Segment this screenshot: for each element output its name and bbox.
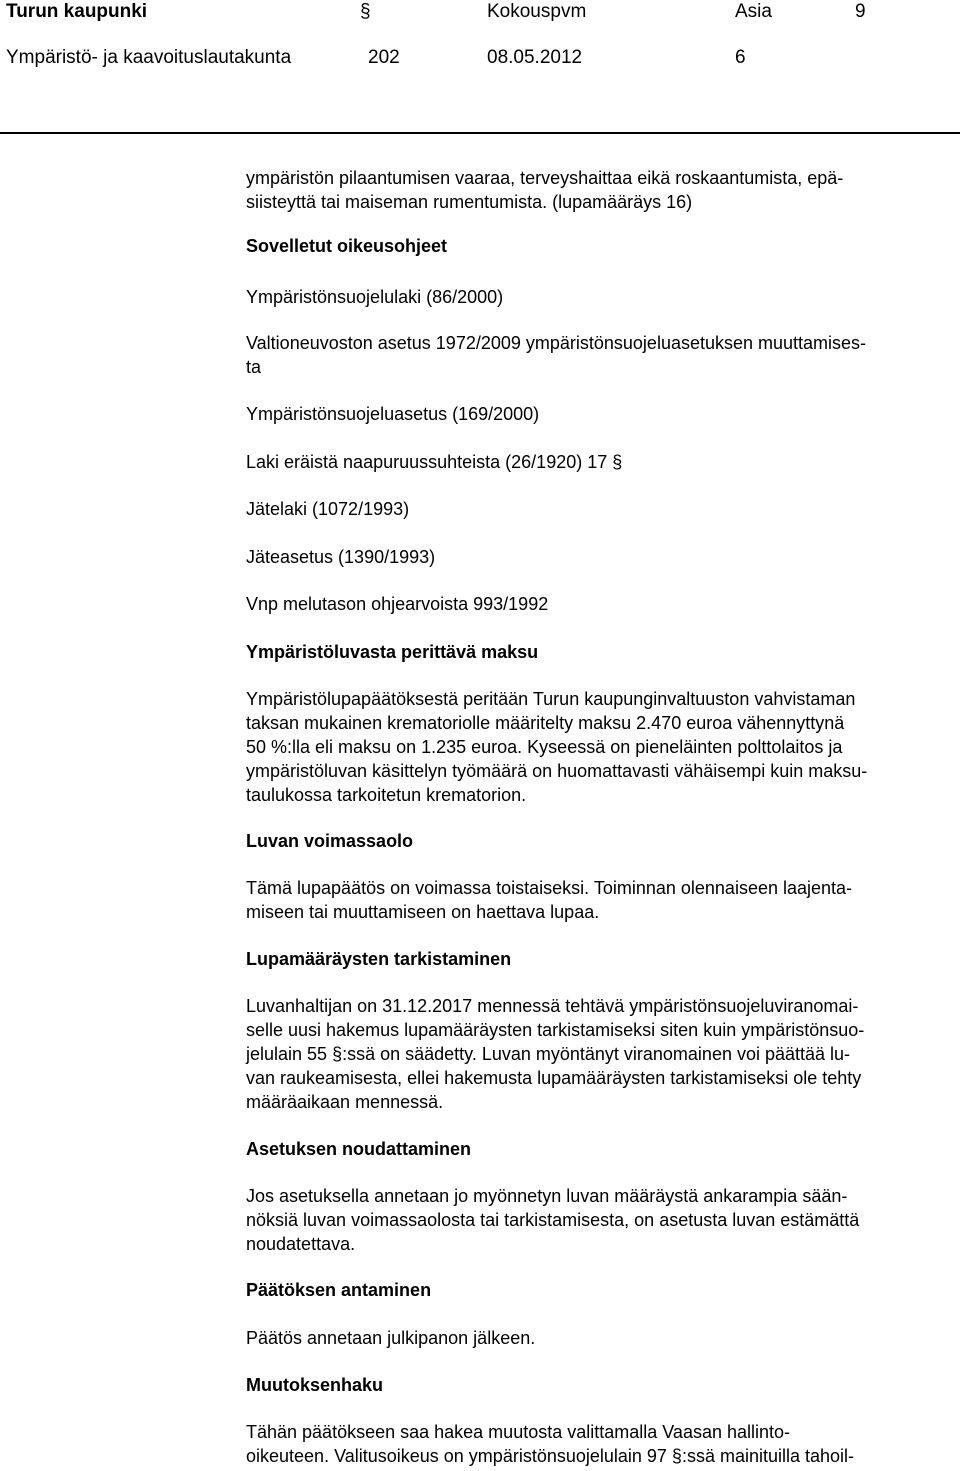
text-line: miseen tai muuttamiseen on haettava lupaa.: [246, 902, 600, 922]
intro-paragraph: [246, 166, 952, 214]
text-line: 50 %:lla eli maksu on 1.235 euroa. Kyseessä on pieneläinten polttolaitos ja: [246, 737, 843, 757]
item-label: Asia: [735, 1, 772, 22]
decree-heading: Asetuksen noudattaminen: [246, 1139, 472, 1159]
law-item: [246, 285, 952, 309]
law-item-line: Vnp melutason ohjearvoista 993/1992: [246, 594, 549, 614]
text-line: selle uusi hakemus lupamääräysten tarkistamiseksi siten kuin ympäristönsuo-: [246, 1020, 865, 1040]
section-sign: §: [360, 1, 371, 22]
item-number: 6: [735, 47, 746, 68]
text-line: Tähän päätökseen saa hakea muutosta valittamalla Vaasan hallinto-: [246, 1422, 791, 1442]
applied-law-heading: Sovelletut oikeusohjeet: [246, 236, 448, 256]
meeting-date: 08.05.2012: [487, 47, 583, 68]
law-item-line: Ympäristönsuojelulaki (86/2000): [246, 287, 504, 307]
appeal-paragraph: [246, 1420, 952, 1468]
law-item-line: Jätelaki (1072/1993): [246, 499, 410, 519]
law-item-line: ta: [246, 357, 262, 377]
text-line: siisteyttä tai maiseman rumentumista. (lupamääräys 16): [246, 192, 693, 212]
organization-name: Turun kaupunki: [6, 1, 148, 22]
law-item-line: Ympäristönsuojeluasetus (169/2000): [246, 404, 540, 424]
law-item: [246, 402, 952, 426]
fee-paragraph: [246, 687, 952, 807]
text-line: ympäristön pilaantumisen vaaraa, terveyshaittaa eikä roskaantumista, epä-: [246, 168, 844, 188]
text-line: määräaikaan mennessä.: [246, 1092, 444, 1112]
text-line: Ympäristölupapäätöksestä peritään Turun kaupunginvaltuuston vahvistaman: [246, 689, 856, 709]
text-line: van raukeamisesta, ellei hakemusta lupamääräysten tarkistamiseksi ole tehty: [246, 1068, 862, 1088]
issuing-heading: Päätöksen antaminen: [246, 1280, 432, 1300]
section-number: 202: [368, 47, 400, 68]
fee-heading: Ympäristöluvasta perittävä maksu: [246, 642, 539, 662]
law-item-line: Jäteasetus (1390/1993): [246, 547, 436, 567]
text-line: taksan mukainen krematoriolle määritelty maksu 2.470 euroa vähennyttynä: [246, 713, 845, 733]
meeting-date-label: Kokouspvm: [487, 1, 587, 22]
law-item: [246, 545, 952, 569]
appeal-heading: Muutoksenhaku: [246, 1375, 384, 1395]
validity-paragraph: [246, 876, 952, 924]
review-heading: Lupamääräysten tarkistaminen: [246, 949, 512, 969]
law-item: [246, 592, 952, 616]
law-item: [246, 497, 952, 521]
text-line: noudatettava.: [246, 1234, 356, 1254]
text-line: Tämä lupapäätös on voimassa toistaiseksi. Toiminnan olennaiseen laajenta-: [246, 878, 853, 898]
text-line: nöksiä luvan voimassaolosta tai tarkistamisesta, on asetusta luvan estämättä: [246, 1210, 860, 1230]
law-item: [246, 331, 952, 379]
text-line: taulukossa tarkoitetun krematorion.: [246, 785, 527, 805]
law-item-line: Valtioneuvoston asetus 1972/2009 ympäristönsuojeluasetuksen muuttamises-: [246, 333, 867, 353]
issuing-paragraph: [246, 1326, 952, 1350]
header-divider: [0, 132, 960, 134]
page-number: 9: [855, 1, 866, 22]
page-header: [0, 0, 960, 135]
text-line: Päätös annetaan julkipanon jälkeen.: [246, 1328, 536, 1348]
law-item-line: Laki eräistä naapuruussuhteista (26/1920) 17 §: [246, 452, 623, 472]
text-line: ympäristöluvan käsittelyn työmäärä on huomattavasti vähäisempi kuin maksu-: [246, 761, 868, 781]
text-line: Luvanhaltijan on 31.12.2017 mennessä tehtävä ympäristönsuojeluviranomai-: [246, 996, 859, 1016]
text-line: oikeuteen. Valitusoikeus on ympäristönsuojelulain 97 §:ssä mainituilla tahoil-: [246, 1446, 855, 1466]
board-name: Ympäristö- ja kaavoituslautakunta: [6, 47, 292, 68]
decree-paragraph: [246, 1184, 952, 1256]
validity-heading: Luvan voimassaolo: [246, 831, 414, 851]
law-item: [246, 450, 952, 474]
text-line: Jos asetuksella annetaan jo myönnetyn luvan määräystä ankarampia sään-: [246, 1186, 848, 1206]
review-paragraph: [246, 994, 952, 1114]
text-line: jelulain 55 §:ssä on säädetty. Luvan myöntänyt viranomainen voi päättää lu-: [246, 1044, 851, 1064]
